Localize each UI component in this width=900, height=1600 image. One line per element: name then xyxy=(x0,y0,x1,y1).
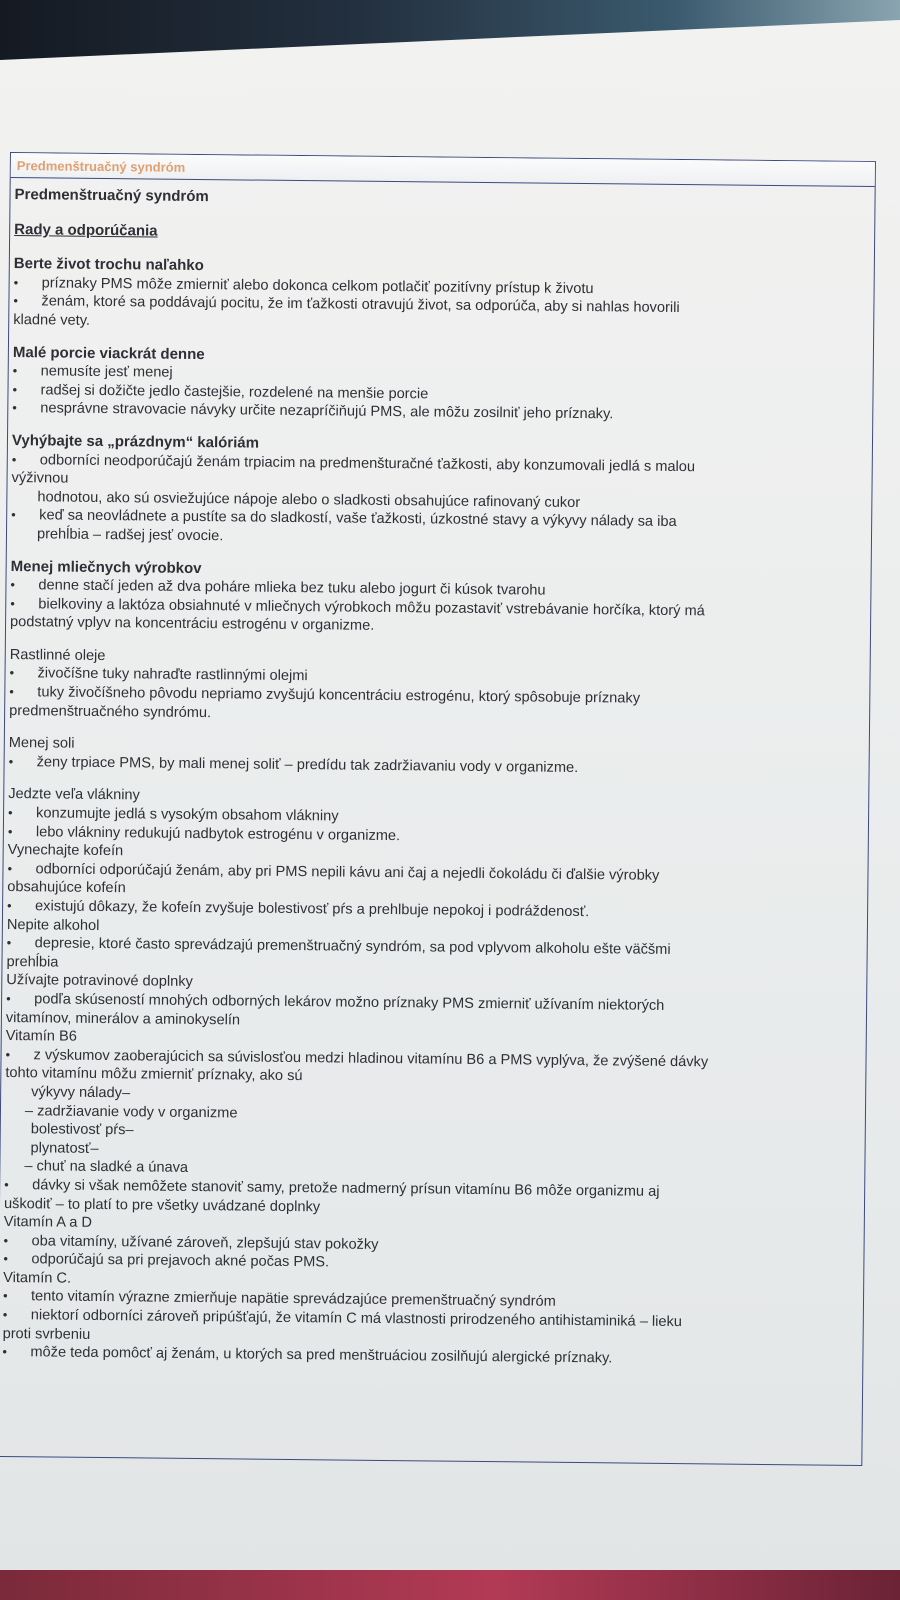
list-item: • depresie, ktoré často sprevádzajú premenštruačný syndróm, sa pod vplyvom alkoholu ešte väčšmi xyxy=(7,934,863,962)
section-heading: Vitamín B6 xyxy=(5,1028,77,1045)
section-heading: Jedzte veľa vlákniny xyxy=(8,786,140,804)
list-item: • konzumujte jedlá s vysokým obsahom vlákniny xyxy=(8,804,864,832)
document-subtitle: Rady a odporúčania xyxy=(14,220,158,240)
list-item: • ženám, ktoré sa poddávajú pocitu, že im ťažkosti otravujú život, sa odporúča, aby si nahlas hovorili xyxy=(13,292,869,320)
section-heading: Vitamín A a D xyxy=(3,1214,93,1232)
section-heading: Menej mliečnych výrobkov xyxy=(10,557,202,577)
list-item-continuation: podstatný vplyv na koncentráciu estrogénu v organizme. xyxy=(9,614,375,635)
section-kofein xyxy=(7,841,864,924)
list-item: • tento vitamín výrazne zmierňuje napätie sprevádzajúce premenštruačný syndróm xyxy=(3,1287,859,1315)
list-item-continuation: predmenštruačného syndrómu. xyxy=(9,702,212,721)
list-item: • môže teda pomôcť aj ženám, u ktorých sa pred menštruáciou zosilňujú alergické príznaky. xyxy=(2,1343,858,1371)
list-item-continuation: prehĺbia – radšej jesť ovocie. xyxy=(36,526,224,545)
list-item-continuation: hodnotou, ako sú osviežujúce nápoje alebo o sladkosti obsahujúce rafinovaný cukor xyxy=(37,489,581,511)
sub-item: plynatosť– xyxy=(30,1139,99,1157)
list-item: • dávky si však nemôžete stanoviť samy, pretože nadmerný prísun vitamínu B6 môže organizmu aj xyxy=(4,1176,860,1204)
list-item: • odborníci neodporúčajú ženám trpiacim na predmenšturačné ťažkosti, aby konzumovali jedlá s malou xyxy=(12,451,868,479)
list-item-continuation: kladné vety. xyxy=(13,312,91,329)
document-content xyxy=(0,178,875,1371)
list-item: • ženy trpiace PMS, by mali menej soliť – predídu tak zadržiavaniu vody v organizme. xyxy=(9,753,865,781)
section-menej-soli xyxy=(9,734,865,780)
section-heading: Berte život trochu naľahko xyxy=(13,255,204,275)
document-title: Predmenštruačný syndróm xyxy=(14,186,209,206)
section-heading: Rastlinné oleje xyxy=(9,646,106,664)
header-strip: Predmenštruačný syndróm xyxy=(11,153,875,187)
section-vitamin-b6 xyxy=(4,1027,862,1222)
section-vitamin-c xyxy=(2,1269,859,1371)
list-item-continuation: obsahujúce kofeín xyxy=(7,879,126,897)
section-heading: Menej soli xyxy=(8,735,75,752)
list-item-continuation: výživnou xyxy=(11,470,69,487)
list-item: • odporúčajú sa pri prejavoch akné počas PMS. xyxy=(3,1250,859,1278)
section-heading: Užívajte potravinové doplnky xyxy=(6,972,193,991)
section-heading: Vyhýbajte sa „prázdnym“ kalóriám xyxy=(11,431,260,452)
list-item-continuation: proti svrbeniu xyxy=(2,1325,91,1343)
section-berte-zivot xyxy=(13,255,870,338)
section-heading: Malé porcie viackrát denne xyxy=(12,343,205,363)
section-heading: Nepite alkohol xyxy=(6,916,100,934)
list-item: • radšej si dožičte jedlo častejšie, rozdelené na menšie porcie xyxy=(12,381,868,409)
list-item: • podľa skúseností mnohých odborných lekárov možno príznaky PMS zmierniť užívaním niektorých xyxy=(6,990,862,1018)
list-item: • z výskumov zaoberajúcich sa súvislosťou medzi hladinou vitamínu B6 a PMS vyplýva, že zvýšené dávky xyxy=(5,1046,861,1074)
list-item: • odborníci odporúčajú ženám, aby pri PMS nepili kávu ani čaj a nejedli čokoládu či ďalšie výrobky xyxy=(7,860,863,888)
list-item: • bielkoviny a laktóza obsiahnuté v mliečnych výrobkoch môžu pozastaviť vstrebávanie horčíka, ktorý má xyxy=(10,595,866,623)
document-frame xyxy=(0,152,876,1466)
list-item: • denne stačí jeden až dva poháre mlieka bez tuku alebo jogurt či kúsok tvarohu xyxy=(10,576,866,604)
list-item-continuation: tohto vitamínu môžu zmierniť príznaky, ako sú xyxy=(5,1065,303,1085)
list-item: • živočíšne tuky nahraďte rastlinnými olejmi xyxy=(9,664,865,692)
list-item: • oba vitamíny, užívané zároveň, zlepšujú stav pokožky xyxy=(3,1232,859,1260)
section-prazdne-kalorie xyxy=(11,432,868,553)
list-item: • lebo vlákniny redukujú nadbytok estrogénu v organizme. xyxy=(8,823,864,851)
list-item-continuation: prehĺbia xyxy=(6,953,59,971)
section-heading: Vynechajte kofeín xyxy=(7,842,124,860)
list-item: • príznaky PMS môže zmierniť alebo dokonca celkom potlačiť pozitívny prístup k životu xyxy=(14,274,870,302)
section-vitamin-a-d xyxy=(3,1213,860,1278)
list-item: • tuky živočíšneho pôvodu nepriamo zvyšujú koncentráciu estrogénu, ktorý spôsobuje príznaky xyxy=(9,683,865,711)
list-item: • nesprávne stravovacie návyky určite nezapríčiňujú PMS, ale môžu zosilniť jeho príznaky. xyxy=(12,399,868,427)
section-male-porcie xyxy=(12,344,869,427)
sub-item: – chuť na sladké a únava xyxy=(24,1158,189,1177)
sub-item: – zadržiavanie vody v organizme xyxy=(24,1102,238,1121)
section-doplnky xyxy=(6,971,863,1036)
list-item: • keď sa neovládnete a pustíte sa do sladkostí, vaše ťažkosti, úzkostné stavy a výkyvy nálady sa iba xyxy=(11,506,867,534)
section-alkohol xyxy=(6,916,863,981)
section-heading: Vitamín C. xyxy=(3,1269,72,1287)
list-item: • nemusíte jesť menej xyxy=(13,362,869,390)
sub-item: výkyvy nálady– xyxy=(31,1084,131,1102)
list-item: • niektorí odborníci zároveň pripúšťajú, že vitamín C má vlastnosti prirodzeného antihistaminiká – lieku xyxy=(3,1306,859,1334)
section-rastlinne-oleje xyxy=(9,646,866,729)
list-item-continuation: vitamínov, minerálov a aminokyselín xyxy=(5,1009,241,1029)
list-item-continuation: uškodiť – to platí to pre všetky uvádzané doplnky xyxy=(3,1195,321,1215)
section-mliecne-vyrobky xyxy=(10,558,867,641)
list-item: • existujú dôkazy, že kofeín zvyšuje bolestivosť pŕs a prehlbuje nepokoj i podráždenosť. xyxy=(7,897,863,925)
section-vlaknina xyxy=(8,785,865,850)
sub-item: bolestivosť pŕs– xyxy=(30,1121,134,1139)
